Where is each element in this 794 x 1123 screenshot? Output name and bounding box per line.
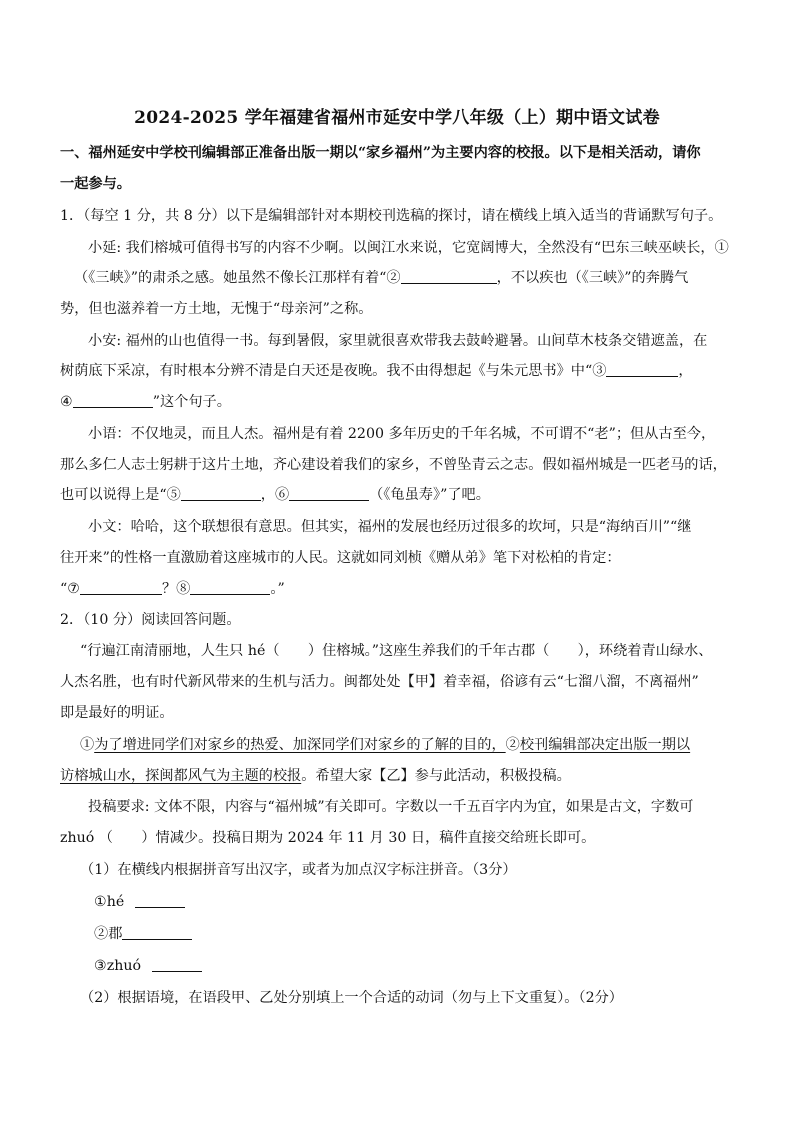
q2-marker-1: ① xyxy=(80,737,95,753)
q2-submission-line-2: zhuó （ ）情减少。投稿日期为 2024 年 11 月 30 日，稿件直接交给班长即可。 xyxy=(60,830,596,846)
q1-paragraph-4-line-3 xyxy=(60,580,285,598)
q2-answer-2-label: ②郡 xyxy=(94,926,123,942)
answer-blank-1[interactable] xyxy=(135,893,185,908)
q1-p2-text-c: ④ xyxy=(60,394,73,410)
blank-8[interactable] xyxy=(190,580,270,595)
q1-p1-text-b: ，不以疾也（《三峡》”的奔腾气 xyxy=(496,270,689,286)
q1-paragraph-3-line-3 xyxy=(60,486,490,504)
q1-p1-text-a: （《三峡》”的肃杀之感。她虽然不像长江那样有着“② xyxy=(74,270,401,286)
blank-2[interactable] xyxy=(401,269,497,284)
q2-answer-1 xyxy=(94,893,185,911)
q2-answer-3-label: ③zhuó xyxy=(94,958,146,974)
section-1-instruction-line-2: 一起参与。 xyxy=(60,176,131,192)
q2-marker-2: ② xyxy=(505,737,520,753)
q2-reading-1-line-3: 即是最好的明证。 xyxy=(60,705,174,721)
q1-paragraph-2-line-2 xyxy=(60,362,693,380)
q2-answer-1-label: ①hé xyxy=(94,894,129,910)
blank-5[interactable] xyxy=(181,486,261,501)
answer-blank-2[interactable] xyxy=(122,925,192,940)
q1-paragraph-2-line-1: 小安: 福州的山也值得一书。每到暑假，家里就很喜欢带我去鼓岭避暑。山间草木枝条交错遮盖，在 xyxy=(88,333,708,349)
q2-reading-1-line-1: “行遍江南清丽地，人生只 hé（ ）住榕城。”这座生养我们的千年古郡（ ），环绕着青山绿水、 xyxy=(80,643,713,659)
exam-title: 2024-2025 学年福建省福州市延安中学八年级（上）期中语文试卷 xyxy=(134,108,660,128)
q1-p2-text-b: ， xyxy=(678,363,693,379)
q1-paragraph-4-line-2: 往开来”的性格一直激励着这座城市的人民。这就如同刘桢《赠从弟》笔下对松柏的肯定： xyxy=(60,550,621,566)
q2-reading-2-line-1 xyxy=(80,736,690,754)
q1-paragraph-1-line-1: 小延: 我们榕城可值得书写的内容不少啊。以闽江水来说，它宽阔博大，全然没有“巴东三峡巫峡长，① xyxy=(88,240,729,256)
question-1-stem: 1．（每空 1 分，共 8 分）以下是编辑部针对本期校刊选稿的探讨，请在横线上填入适当的背诵默写句子。 xyxy=(60,208,723,224)
q1-p4-text-c: 。” xyxy=(270,581,285,597)
q2-underlined-sentence-2b: 访榕城山水，探闽都风气为主题的校报 xyxy=(60,768,302,784)
q2-reading-1-line-2: 人杰名胜，也有时代新风带来的生机与活力。闽都处处【甲】着幸福，俗谚有云“七溜八溜，不离福州” xyxy=(60,674,699,690)
question-2-stem: 2．（10 分）阅读回答问题。 xyxy=(60,612,241,628)
q1-p3-text-b: ，⑥ xyxy=(260,487,290,503)
q1-paragraph-1-line-2 xyxy=(74,269,688,287)
q1-paragraph-3-line-2: 那么多仁人志士躬耕于这片土地，齐心建设着我们的家乡，不曾坠青云之志。假如福州城是一匹老马的话， xyxy=(60,457,727,473)
blank-6[interactable] xyxy=(289,486,369,501)
q1-paragraph-4-line-1: 小文：哈哈，这个联想很有意思。但其实，福州的发展也经历过很多的坎坷，只是“海纳百川”“继 xyxy=(88,519,692,535)
q1-p4-text-a: “⑦ xyxy=(60,581,80,597)
q1-paragraph-3-line-1: 小语：不仅地灵，而且人杰。福州是有着 2200 多年历史的千年名城，不可谓不“老”；但从古至今， xyxy=(88,426,716,442)
q2-subquestion-1: （1）在横线内根据拼音写出汉字，或者为加点汉字标注拼音。（3分） xyxy=(80,862,517,878)
q2-underlined-sentence-1: 为了增进同学们对家乡的热爱、加深同学们对家乡的了解的目的， xyxy=(94,737,506,753)
q2-reading-2-text: 。希望大家【乙】参与此活动，积极投稿。 xyxy=(301,768,571,784)
q2-answer-3 xyxy=(94,957,202,975)
q2-answer-2 xyxy=(94,925,192,943)
blank-3[interactable] xyxy=(606,362,678,377)
q1-p2-text-a: 树荫底下采凉，有时根本分辨不清是白天还是夜晚。我不由得想起《与朱元思书》中“③ xyxy=(60,363,607,379)
blank-4[interactable] xyxy=(73,393,153,408)
q1-paragraph-1-line-3: 势，但也滋养着一方土地，无愧于“母亲河”之称。 xyxy=(60,301,373,317)
q2-subquestion-2: （2）根据语境，在语段甲、乙处分别填上一个合适的动词（勿与上下文重复）。（2分） xyxy=(80,990,623,1006)
q2-underlined-sentence-2a: 校刊编辑部决定出版一期以 xyxy=(519,737,691,753)
q1-p3-text-a: 也可以说得上是“⑤ xyxy=(60,487,181,503)
q2-reading-2-line-2 xyxy=(60,767,571,785)
answer-blank-3[interactable] xyxy=(152,957,202,972)
q1-p4-text-b: ？⑧ xyxy=(161,581,191,597)
q1-p3-text-c: （《龟虽寿》”了吧。 xyxy=(369,487,490,503)
section-1-instruction-line-1: 一、福州延安中学校刊编辑部正准备出版一期以“家乡福州”为主要内容的校报。以下是相关活动，请你 xyxy=(60,145,701,161)
q1-p2-text-d: ”这个句子。 xyxy=(152,394,231,410)
q2-submission-line-1: 投稿要求: 文体不限，内容与“福州城”有关即可。字数以一千五百字内为宜，如果是古文，字数可 xyxy=(88,799,694,815)
q1-paragraph-2-line-3 xyxy=(60,393,231,411)
blank-7[interactable] xyxy=(80,580,162,595)
